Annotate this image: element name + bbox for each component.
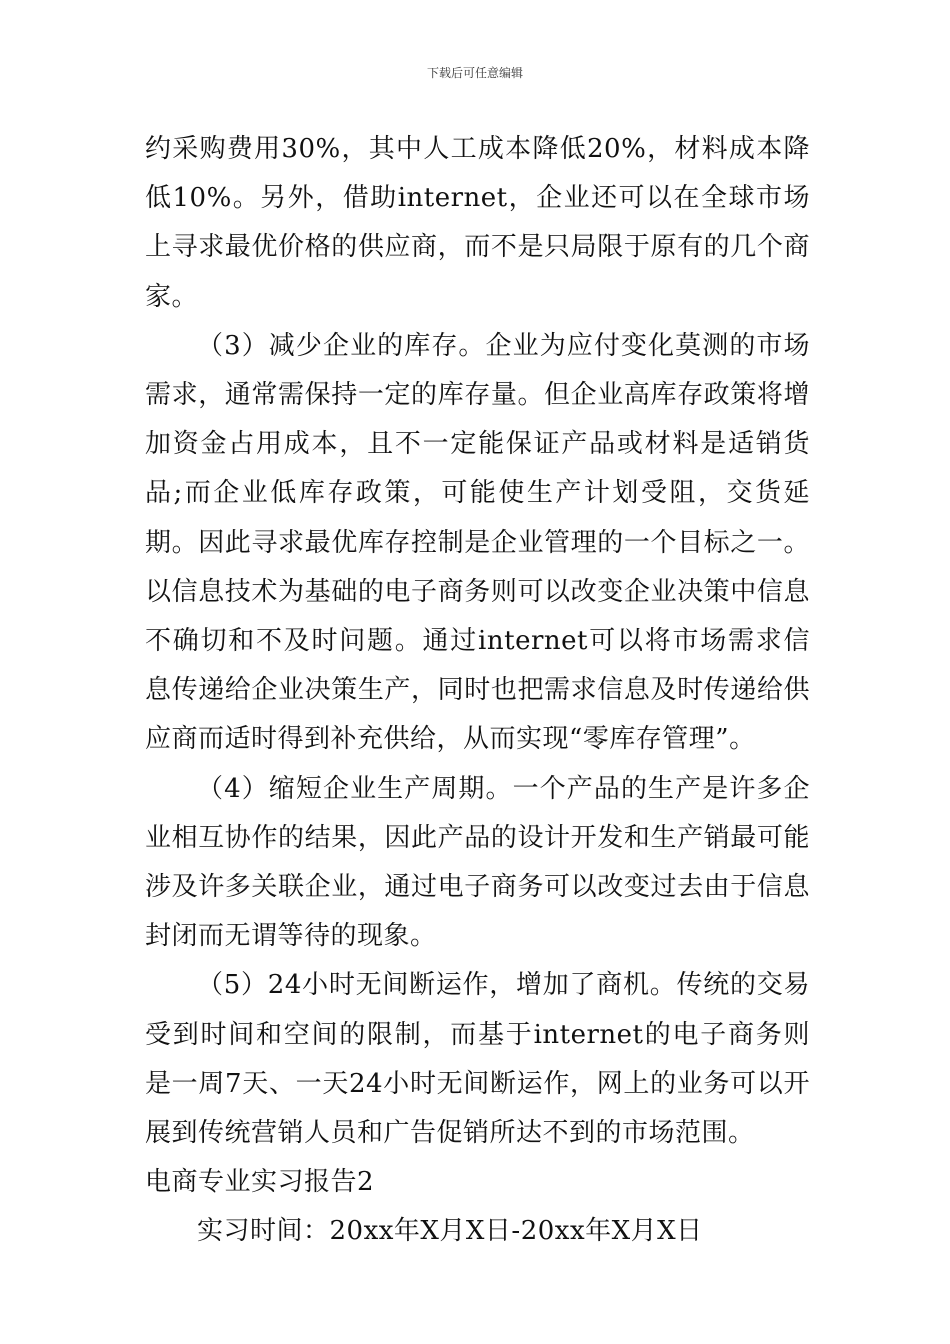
- paragraph-reduce-inventory: （3）减少企业的库存。企业为应付变化莫测的市场需求，通常需保持一定的库存量。但企业高库存政策将增加资金占用成本，且不一定能保证产品或材料是适销货品;而企业低库存政策，可能使生产计划受阻，交货延期。因此寻求最优库存控制是企业管理的一个目标之一。以信息技术为基础的电子商务则可以改变企业决策中信息不确切和不及时问题。通过internet可以将市场需求信息传递给企业决策生产，同时也把需求信息及时传递给供应商而适时得到补充供给，从而实现“零库存管理”。: [145, 330, 810, 755]
- section-title: 电商专业实习报告2: [145, 1167, 375, 1198]
- paragraph-24h-operation: （5）24小时无间断运作，增加了商机。传统的交易受到时间和空间的限制，而基于internet的电子商务则是一周7天、一天24小时无间断运作，网上的业务可以开展到传统营销人员和广告促销所达不到的市场范围。: [145, 970, 810, 1149]
- internship-time: 实习时间：20xx年X月X日-20xx年X月X日: [197, 1216, 703, 1247]
- page-header: 下载后可任意编辑: [426, 66, 523, 80]
- paragraph-cost-savings: 约采购费用30%，其中人工成本降低20%，材料成本降低10%。另外，借助internet，企业还可以在全球市场上寻求最优价格的供应商，而不是只局限于原有的几个商家。: [145, 134, 810, 312]
- document-body: [145, 125, 810, 1257]
- paragraph-shorten-cycle: （4）缩短企业生产周期。一个产品的生产是许多企业相互协作的结果，因此产品的设计开发和生产销最可能涉及许多关联企业，通过电子商务可以改变过去由于信息封闭而无谓等待的现象。: [145, 773, 810, 952]
